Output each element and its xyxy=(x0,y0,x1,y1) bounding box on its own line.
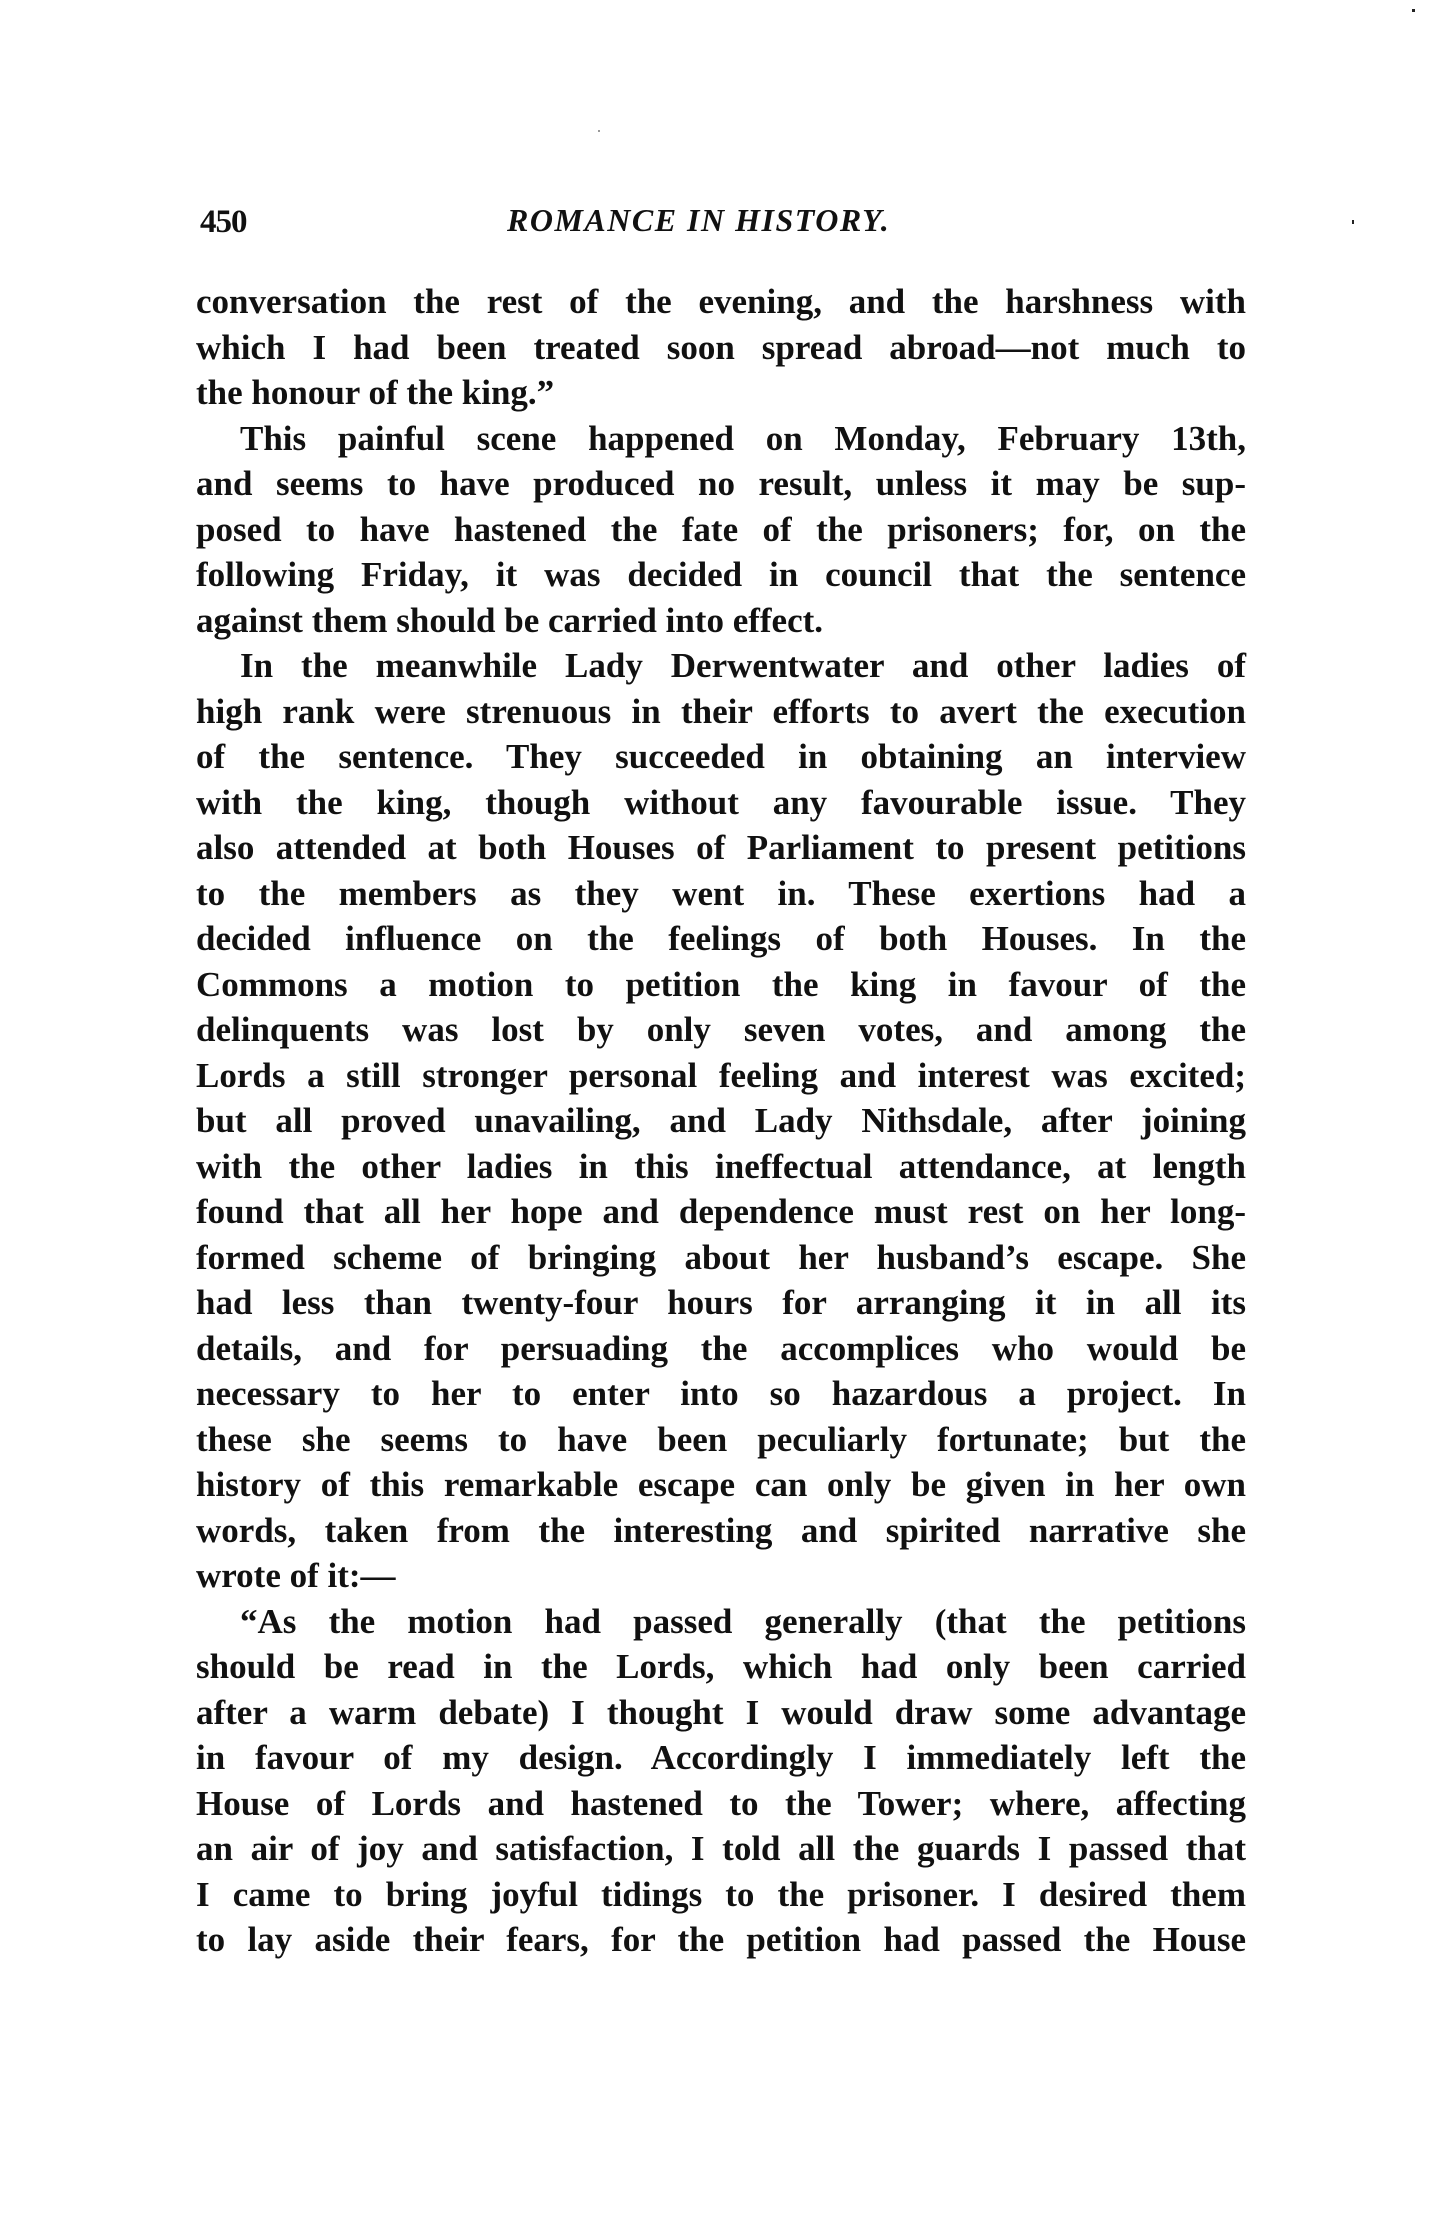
text-line: to lay aside their fears, for the petition had passed the House xyxy=(196,1920,1246,1959)
text-line: to the members as they went in. These exertions had a xyxy=(196,873,1246,913)
page-number: 450 xyxy=(200,204,247,240)
text-line: wrote of it:— xyxy=(196,1556,396,1595)
text-line: in favour of my design. Accordingly I immediately left the xyxy=(196,1738,1246,1777)
text-line: with the king, though without any favourable issue. They xyxy=(196,782,1246,822)
text-line: formed scheme of bringing about her husband’s escape. She xyxy=(196,1237,1246,1277)
text-line: conversation the rest of the evening, and the harshness with xyxy=(196,282,1246,321)
text-line: these she seems to have been peculiarly fortunate; but the xyxy=(196,1419,1246,1459)
text-line: details, and for persuading the accomplices who would be xyxy=(196,1328,1246,1368)
text-line: had less than twenty-four hours for arranging it in all its xyxy=(196,1283,1246,1322)
text-line: Commons a motion to petition the king in favour of the xyxy=(196,964,1246,1004)
text-line: posed to have hastened the fate of the prisoners; for, on the xyxy=(196,509,1246,549)
text-line: found that all her hope and dependence must rest on her long- xyxy=(196,1192,1246,1231)
text-line: but all proved unavailing, and Lady Nithsdale, after joining xyxy=(196,1101,1246,1140)
text-line: words, taken from the interesting and spirited narrative she xyxy=(196,1510,1246,1550)
scan-speck xyxy=(1352,220,1354,224)
scan-speck xyxy=(1412,9,1415,12)
paragraph-first-line: This painful scene happened on Monday, February 13th, xyxy=(240,418,1246,458)
text-line: with the other ladies in this ineffectual attendance, at length xyxy=(196,1146,1246,1186)
text-line: following Friday, it was decided in council that the sentence xyxy=(196,555,1246,594)
text-line: the honour of the king.” xyxy=(196,373,555,412)
text-line: delinquents was lost by only seven votes, and among the xyxy=(196,1010,1246,1049)
text-line: an air of joy and satisfaction, I told all the guards I passed that xyxy=(196,1829,1246,1868)
text-line: after a warm debate) I thought I would draw some advantage xyxy=(196,1692,1246,1732)
running-title: ROMANCE IN HISTORY. xyxy=(507,202,891,238)
paragraph-first-line: “As the motion had passed generally (that the petitions xyxy=(240,1601,1246,1641)
text-line: and seems to have produced no result, unless it may be sup- xyxy=(196,464,1246,503)
text-line: against them should be carried into effect. xyxy=(196,600,824,640)
text-line: Lords a still stronger personal feeling and interest was excited; xyxy=(196,1055,1246,1095)
text-line: I came to bring joyful tidings to the prisoner. I desired them xyxy=(196,1874,1246,1914)
text-line: which I had been treated soon spread abroad—not much to xyxy=(196,327,1246,367)
text-line: decided influence on the feelings of both Houses. In the xyxy=(196,919,1246,958)
body-text xyxy=(196,279,1246,1963)
text-line: necessary to her to enter into so hazardous a project. In xyxy=(196,1374,1246,1413)
text-line: of the sentence. They succeeded in obtaining an interview xyxy=(196,737,1246,776)
text-line: also attended at both Houses of Parliament to present petitions xyxy=(196,828,1246,867)
running-head xyxy=(197,196,1247,240)
paragraph-first-line: In the meanwhile Lady Derwentwater and other ladies of xyxy=(240,646,1246,685)
text-line: history of this remarkable escape can only be given in her own xyxy=(196,1465,1246,1504)
scan-speck xyxy=(598,130,600,132)
text-line: high rank were strenuous in their efforts to avert the execution xyxy=(196,691,1246,731)
text-line: should be read in the Lords, which had only been carried xyxy=(196,1647,1246,1686)
text-line: House of Lords and hastened to the Tower; where, affecting xyxy=(196,1783,1246,1823)
